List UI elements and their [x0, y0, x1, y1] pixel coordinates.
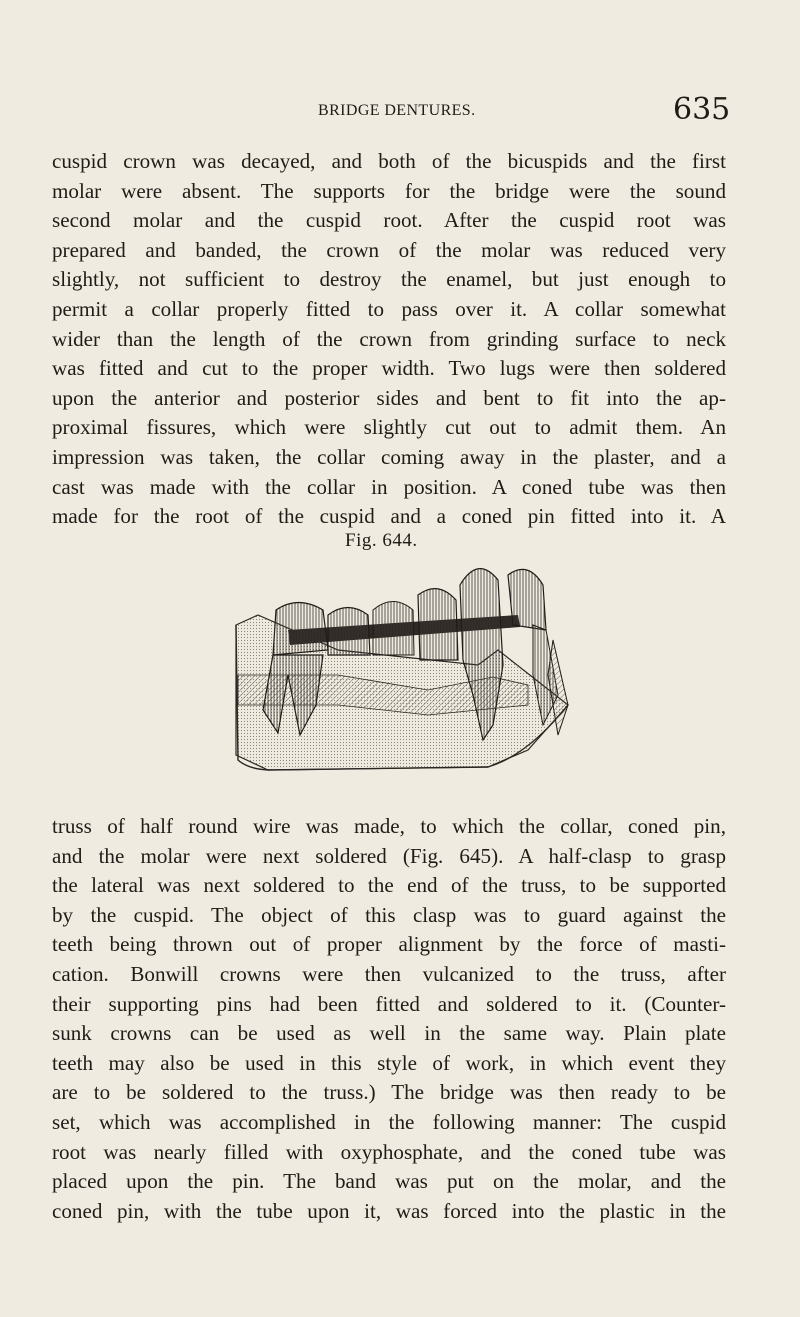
- text-line: teeth may also be used in this style of work, in which event they: [52, 1050, 726, 1075]
- page-header: [0, 88, 800, 128]
- text-line: second molar and the cuspid root. After the cuspid root was: [52, 208, 726, 233]
- running-head: BRIDGE DENTURES.: [318, 102, 476, 119]
- page-number: 635: [673, 92, 731, 127]
- text-line: permit a collar properly fitted to pass over it. A collar somewhat: [52, 296, 726, 321]
- text-line: are to be soldered to the truss.) The bridge was then ready to be: [52, 1080, 726, 1105]
- text-line: upon the anterior and posterior sides and bent to fit into the ap-: [52, 385, 726, 410]
- text-line: wider than the length of the crown from grinding surface to neck: [52, 326, 726, 351]
- text-line: proximal fissures, which were slightly cut out to admit them. An: [52, 415, 726, 440]
- text-line: molar were absent. The supports for the bridge were the sound: [52, 178, 726, 203]
- paragraph-bottom: [52, 812, 726, 1226]
- text-line: slightly, not sufficient to destroy the enamel, but just enough to: [52, 267, 726, 292]
- text-line: prepared and banded, the crown of the molar was reduced very: [52, 237, 726, 262]
- text-line: by the cuspid. The object of this clasp was to guard against the: [52, 902, 726, 927]
- text-line: set, which was accomplished in the following manner: The cuspid: [52, 1109, 726, 1134]
- text-line: root was nearly filled with oxyphosphate, and the coned tube was: [52, 1139, 726, 1164]
- text-line: the lateral was next soldered to the end of the truss, to be supported: [52, 873, 726, 898]
- text-line: sunk crowns can be used as well in the same way. Plain plate: [52, 1021, 726, 1046]
- text-line: and the molar were next soldered (Fig. 645). A half-clasp to grasp: [52, 843, 726, 868]
- text-line: truss of half round wire was made, to which the collar, coned pin,: [52, 814, 726, 838]
- text-line: coned pin, with the tube upon it, was forced into the plastic in the: [52, 1198, 726, 1223]
- text-line: made for the root of the cuspid and a coned pin fitted into it. A: [52, 504, 726, 529]
- text-line: cast was made with the collar in position. A coned tube was then: [52, 474, 726, 499]
- text-line: placed upon the pin. The band was put on the molar, and the: [52, 1169, 726, 1194]
- figure-caption: Fig. 644.: [345, 530, 418, 551]
- paragraph-top: [52, 147, 726, 532]
- text-line: impression was taken, the collar coming away in the plaster, and a: [52, 444, 726, 469]
- text-line: cuspid crown was decayed, and both of the bicuspids and the first: [52, 149, 726, 173]
- text-line: their supporting pins had been fitted and soldered to it. (Counter-: [52, 991, 726, 1016]
- text-line: teeth being thrown out of proper alignment by the force of masti-: [52, 932, 726, 957]
- text-line: cation. Bonwill crowns were then vulcanized to the truss, after: [52, 961, 726, 986]
- text-line: was fitted and cut to the proper width. Two lugs were then soldered: [52, 356, 726, 381]
- dental-bridge-illustration-icon: [228, 555, 572, 777]
